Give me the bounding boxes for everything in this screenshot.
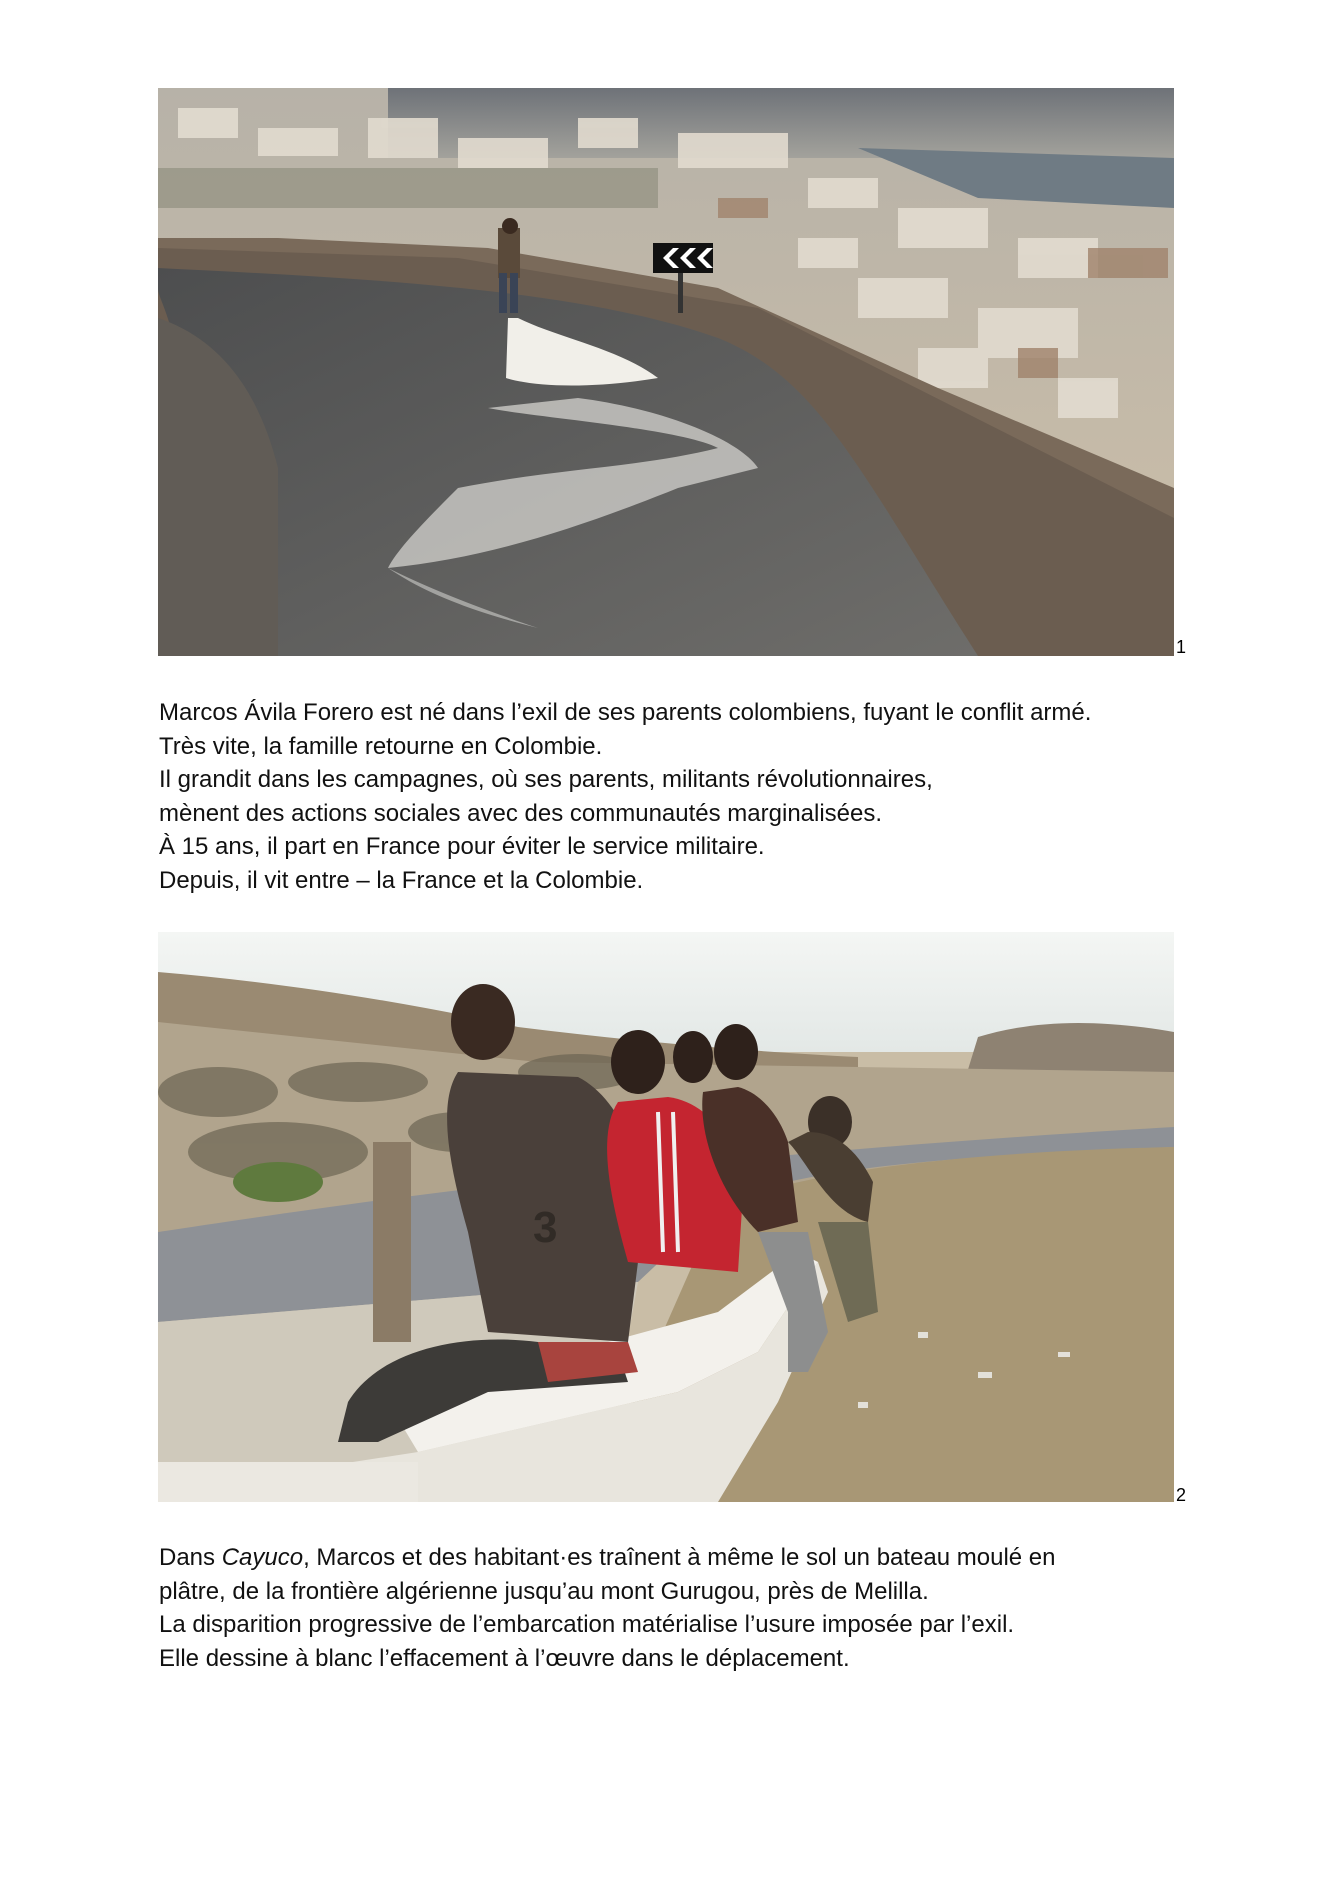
- photo-men-on-barrier-drawing: [158, 932, 1174, 1502]
- biography-line: Marcos Ávila Forero est né dans l’exil de ses parents colombiens, fuyant le conflit armé.: [159, 699, 1092, 726]
- cayuco-line: [159, 1541, 1239, 1575]
- figure-number: 2: [1176, 1485, 1187, 1505]
- cayuco-paragraph: [159, 1541, 1239, 1675]
- jacket-number-decoration: 3: [533, 1203, 558, 1252]
- figure-number: 1: [1176, 637, 1187, 657]
- biography-paragraph: [159, 696, 1239, 897]
- biography-line: Il grandit dans les campagnes, où ses parents, militants révolutionnaires,: [159, 766, 933, 793]
- biography-line: Très vite, la famille retourne en Colombie.: [159, 732, 603, 760]
- cayuco-line: plâtre, de la frontière algérienne jusqu’au mont Gurugou, près de Melilla.: [159, 1577, 929, 1605]
- cayuco-line: La disparition progressive de l’embarcation matérialise l’usure imposée par l’exil.: [159, 1611, 1015, 1638]
- cayuco-line-suffix: , Marcos et des habitant·es traînent à même le sol un bateau moulé en: [303, 1544, 1056, 1571]
- cayuco-line: Elle dessine à blanc l’effacement à l’œuvre dans le déplacement.: [159, 1644, 850, 1672]
- photo-men-on-barrier: [158, 932, 1174, 1502]
- photo-road-plaster-trail-drawing: [158, 88, 1174, 656]
- cayuco-line-prefix: Dans: [159, 1544, 222, 1571]
- biography-line: mènent des actions sociales avec des communautés marginalisées.: [159, 799, 883, 827]
- biography-line: À 15 ans, il part en France pour éviter le service militaire.: [159, 833, 765, 860]
- photo-road-plaster-trail: [158, 88, 1174, 656]
- artwork-title: Cayuco: [221, 1544, 304, 1571]
- biography-line: Depuis, il vit entre – la France et la Colombie.: [159, 866, 644, 894]
